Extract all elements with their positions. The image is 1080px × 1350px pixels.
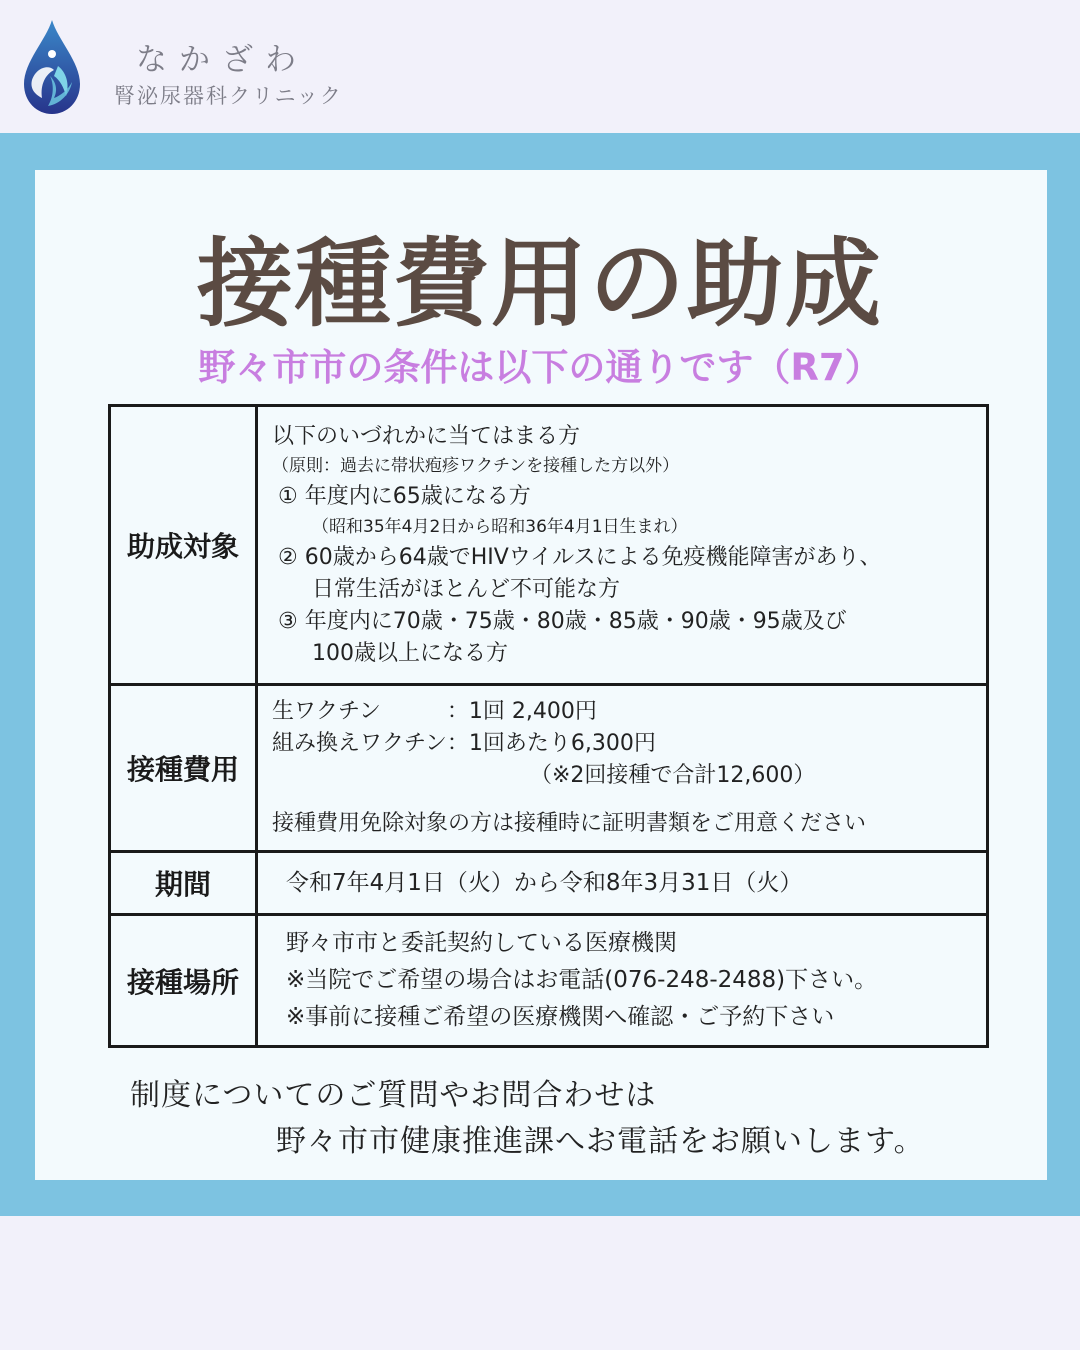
footer-line-2: 野々市市健康推進課へお電話をお願いします。 bbox=[276, 1124, 925, 1159]
eligibility-line: ① 年度内に65歳になる方 bbox=[278, 484, 531, 510]
subsidy-table bbox=[108, 404, 989, 1048]
table-row-cost bbox=[110, 685, 988, 852]
place-line: ※事前に接種ご希望の医療機関へ確認・ご予約下さい bbox=[286, 1004, 835, 1031]
eligibility-line: （原則：過去に帯状疱疹ワクチンを接種した方以外） bbox=[272, 456, 680, 477]
footer-line-1: 制度についてのご質問やお問合わせは bbox=[130, 1078, 657, 1113]
place-line: ※当院でご希望の場合はお電話(076-248-2488)下さい。 bbox=[286, 967, 878, 994]
table-row-period bbox=[110, 852, 988, 915]
eligibility-line: ② 60歳から64歳でHIVウイルスによる免疫機能障害があり、 bbox=[278, 545, 882, 571]
header bbox=[0, 0, 1080, 133]
eligibility-line: （昭和35年4月2日から昭和36年4月1日生まれ） bbox=[312, 517, 688, 538]
page-title: 接種費用の助成 bbox=[197, 227, 883, 340]
eligibility-label: 助成対象 bbox=[110, 406, 257, 685]
eligibility-line: 日常生活がほとんど不可能な方 bbox=[312, 577, 621, 603]
clinic-name: 腎泌尿器科クリニック bbox=[114, 84, 343, 108]
clinic-name-kana: なかざわ bbox=[136, 42, 308, 78]
period-content: 令和7年4月1日（火）から令和8年3月31日（火） bbox=[257, 852, 988, 915]
place-line: 野々市市と委託契約している医療機関 bbox=[286, 930, 677, 957]
page-subtitle: 野々市市の条件は以下の通りです（R7） bbox=[198, 346, 882, 389]
cost-line: 生ワクチン ：1回 2,400円 bbox=[272, 699, 597, 725]
eligibility-line: 100歳以上になる方 bbox=[312, 640, 508, 666]
spacer bbox=[272, 792, 976, 808]
cost-content bbox=[257, 685, 988, 852]
period-label: 期間 bbox=[110, 852, 257, 915]
eligibility-content bbox=[257, 406, 988, 685]
water-drop-logo-icon bbox=[20, 18, 84, 116]
cost-line: （※2回接種で合計12,600） bbox=[530, 763, 816, 789]
cost-line: 組み換えワクチン：1回あたり6,300円 bbox=[272, 731, 656, 757]
eligibility-line: 以下のいづれかに当てはまる方 bbox=[272, 423, 581, 449]
table-row-eligibility bbox=[110, 406, 988, 685]
place-content bbox=[257, 915, 988, 1047]
table-row-place bbox=[110, 915, 988, 1047]
cost-note: 接種費用免除対象の方は接種時に証明書類をご用意ください bbox=[272, 811, 867, 837]
place-label: 接種場所 bbox=[110, 915, 257, 1047]
cost-label: 接種費用 bbox=[110, 685, 257, 852]
eligibility-line: ③ 年度内に70歳・75歳・80歳・85歳・90歳・95歳及び bbox=[278, 608, 847, 634]
